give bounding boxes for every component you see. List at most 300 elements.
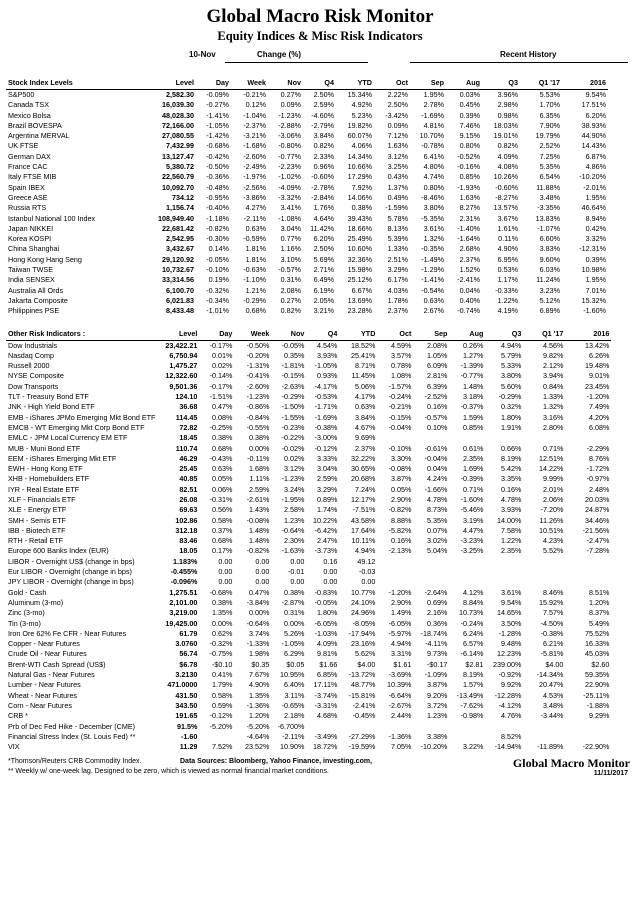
value-cell (449, 732, 485, 742)
row-label: France CAC (8, 162, 48, 172)
value-cell (523, 732, 565, 742)
value-cell: 2.44% (391, 711, 412, 721)
value-cell: 18.52% (351, 340, 376, 350)
value-cell: 0.04% (427, 464, 448, 474)
value-cell (377, 577, 413, 587)
level-cell: 8,433.48 (166, 306, 194, 316)
value-cell: -1.88% (586, 700, 610, 710)
value-cell: 12.17% (351, 494, 376, 504)
value-cell: -1.97% (243, 172, 266, 182)
brand-name: Global Macro Monitor (512, 756, 630, 771)
value-cell: -0.04% (424, 453, 448, 463)
value-cell: 1.48% (463, 381, 484, 391)
level-cell: 124.10 (175, 392, 198, 402)
value-cell: 1.69% (463, 464, 484, 474)
value-cell: -4.11% (425, 639, 448, 649)
value-cell: -0.61% (424, 443, 448, 453)
value-cell: -0.63% (243, 265, 266, 275)
value-cell (565, 567, 611, 577)
value-cell: 17.29% (347, 172, 372, 182)
value-cell: 0.09% (280, 100, 301, 110)
row-label: EMCB - WT Emerging Mkt Corp Bond ETF (8, 422, 145, 432)
value-cell: -0.12% (209, 711, 233, 721)
value-cell: 8.71% (355, 361, 376, 371)
value-cell: -0.39% (460, 474, 484, 484)
value-cell: 5.78% (387, 213, 408, 223)
value-cell: -0.83% (314, 587, 338, 597)
value-cell: 2.08% (427, 340, 448, 350)
value-cell: 0.27% (280, 90, 301, 99)
data-sources: Data Sources: Bloomberg, Yahoo Finance, investing.com, (180, 758, 373, 766)
value-cell: 5.35% (539, 162, 560, 172)
value-cell: 24.96% (351, 608, 376, 618)
value-cell (377, 722, 413, 732)
value-cell: 4.80% (423, 162, 444, 172)
table-row (6, 516, 611, 526)
row-label: Australia All Ords (8, 285, 64, 295)
value-cell: 1.35% (249, 690, 270, 700)
value-cell: 0.80% (459, 141, 480, 151)
value-cell: 1.11% (249, 474, 270, 484)
row-label: Zinc (3-mo) (8, 608, 45, 618)
row-label: Nasdaq Comp (8, 350, 54, 360)
value-cell: 6.09% (427, 361, 448, 371)
value-cell: 12.51% (539, 453, 564, 463)
level-cell: 72,166.00 (162, 120, 194, 130)
row-label: CRB * (8, 711, 28, 721)
value-cell: -1.55% (281, 412, 305, 422)
row-label: MUB - Muni Bond ETF (8, 443, 81, 453)
value-cell: 5.53% (539, 90, 560, 99)
value-cell (485, 557, 523, 567)
row-label: Russia RTS (8, 203, 47, 213)
level-cell: 3.2130 (175, 670, 198, 680)
value-cell: 14.22% (539, 464, 564, 474)
value-cell: 0.27% (280, 295, 301, 305)
value-cell: -0.77% (460, 371, 484, 381)
col-sep: Sep (413, 329, 449, 341)
value-cell: 8.73% (427, 505, 448, 515)
value-cell: 6.54% (539, 172, 560, 182)
value-cell: 0.93% (317, 371, 338, 381)
value-cell: 6.21% (543, 639, 564, 649)
value-cell: 1.08% (391, 371, 412, 381)
value-cell: 0.00 (323, 567, 338, 577)
value-cell: 10.39% (387, 680, 412, 690)
value-cell: -2.78% (311, 182, 334, 192)
level-cell: 110.74 (175, 443, 198, 453)
value-cell: 3.93% (317, 350, 338, 360)
level-cell: 61.79 (179, 628, 198, 638)
value-cell: 2.33% (313, 151, 334, 161)
value-cell: 0.26% (463, 340, 484, 350)
level-cell: 1,275.51 (169, 587, 198, 597)
value-cell: -4.50% (540, 618, 564, 628)
value-cell: -0.78% (421, 141, 444, 151)
value-cell: -0.08% (388, 464, 412, 474)
value-cell: -1.31% (246, 361, 270, 371)
value-cell: 6.20% (585, 110, 606, 120)
level-cell: 26.08 (179, 494, 198, 504)
value-cell: 2.51% (387, 254, 408, 264)
value-cell (377, 567, 413, 577)
value-cell: 0.05% (391, 484, 412, 494)
level-cell: 10,732.67 (162, 265, 194, 275)
value-cell (449, 557, 485, 567)
value-cell: -0.48% (206, 182, 229, 192)
value-cell: -0.34% (206, 295, 229, 305)
value-cell: 5.69% (313, 254, 334, 264)
row-label: Aluminum (3-mo) (8, 597, 64, 607)
value-cell: -0.84% (246, 412, 270, 422)
level-cell: 10,092.70 (162, 182, 194, 192)
value-cell: 75.52% (585, 628, 610, 638)
value-cell: 1.33% (543, 392, 564, 402)
level-cell: 2,582.30 (166, 90, 194, 99)
value-cell: -5.82% (388, 525, 412, 535)
value-cell: 22.90% (585, 680, 610, 690)
table-row (6, 526, 611, 536)
value-cell: 2.16% (427, 608, 448, 618)
value-cell (565, 577, 611, 587)
level-cell: 3,432.67 (166, 244, 194, 254)
value-cell: 0.38% (284, 587, 305, 597)
level-cell: 19,425.00 (165, 618, 198, 628)
value-cell: 239.00% (493, 659, 522, 669)
value-cell: -11.89% (537, 742, 564, 752)
value-cell: -6.14% (460, 649, 484, 659)
value-cell: 2.50% (313, 90, 334, 99)
value-cell: -5.46% (460, 505, 484, 515)
value-cell: 8.76% (589, 453, 610, 463)
value-cell: 1.81% (245, 254, 266, 264)
col-sep: Sep (410, 78, 446, 90)
value-cell: 0.41% (212, 670, 233, 680)
value-cell: 2.18% (284, 711, 305, 721)
value-cell: 0.77% (280, 234, 301, 244)
row-label: China Shanghai (8, 244, 60, 254)
value-cell: 11.88% (536, 182, 560, 192)
value-cell: 1.20% (249, 711, 270, 721)
value-cell: 0.00% (249, 608, 270, 618)
value-cell: -3.74% (314, 690, 338, 700)
value-cell: $2.81 (465, 659, 484, 669)
value-cell: 1.21% (245, 285, 266, 295)
value-cell: 0.08% (212, 412, 233, 422)
value-cell: -1.10% (243, 275, 266, 285)
table-row (6, 224, 608, 234)
value-cell: 7.24% (355, 484, 376, 494)
column-group-headers (0, 50, 640, 78)
level-cell: 46.29 (179, 453, 198, 463)
value-cell: 10.98% (581, 265, 606, 275)
row-label: VIX (8, 742, 20, 752)
value-cell: 0.71% (463, 484, 484, 494)
value-cell: 3.30% (391, 453, 412, 463)
value-cell: 25.49% (347, 234, 372, 244)
value-cell: -5.20% (246, 721, 270, 731)
level-cell: 18.05 (179, 546, 198, 556)
value-cell: 10.26% (493, 172, 518, 182)
value-cell: -1.41% (206, 110, 229, 120)
value-cell: 0.02% (284, 453, 305, 463)
value-cell: 2.35% (501, 546, 522, 556)
value-cell: 4.74% (423, 172, 444, 182)
value-cell: 5.39% (387, 234, 408, 244)
value-cell: 4.81% (423, 120, 444, 130)
value-cell (565, 433, 611, 443)
value-cell: 1.05% (427, 350, 448, 360)
value-cell: 9.54% (501, 597, 522, 607)
value-cell: 15.98% (347, 265, 372, 275)
value-cell: 7.25% (539, 151, 560, 161)
value-cell: 0.00% (284, 618, 305, 628)
value-cell: 7.67% (249, 670, 270, 680)
value-cell: 0.45% (459, 100, 480, 110)
col-q3: Q3 (482, 78, 520, 90)
col-level: Level (154, 78, 196, 90)
level-cell: 6,750.94 (169, 350, 198, 360)
value-cell: 0.39% (459, 110, 480, 120)
table-row (6, 598, 611, 608)
value-cell: 0.84% (543, 381, 564, 391)
value-cell: 3.04% (317, 464, 338, 474)
value-cell: 2.59% (317, 474, 338, 484)
row-label: UK FTSE (8, 141, 39, 151)
value-cell: 9.01% (589, 371, 610, 381)
value-cell: 2.50% (313, 244, 334, 254)
value-cell: 4.92% (351, 100, 372, 110)
level-cell: 40.85 (179, 474, 198, 484)
row-label: EMB - iShares JPMo Emerging Mkt Bond ETF (8, 412, 156, 422)
value-cell: 13.57% (493, 203, 518, 213)
value-cell: 44.90% (581, 131, 606, 141)
value-cell: 6.85% (317, 670, 338, 680)
table-row (6, 382, 611, 392)
value-cell: -10.20% (420, 742, 448, 752)
value-cell (377, 433, 413, 443)
row-label: NYSE Composite (8, 371, 64, 381)
value-cell: -1.20% (388, 587, 412, 597)
value-cell: -3.44% (540, 711, 564, 721)
value-cell: -0.04% (388, 422, 412, 432)
value-cell: $0.35 (251, 659, 270, 669)
value-cell: 4.90% (497, 244, 518, 254)
value-cell: 0.17% (212, 546, 233, 556)
value-cell: 19.79% (535, 131, 560, 141)
value-cell: -2.63% (281, 381, 305, 391)
value-cell: 1.78% (387, 295, 408, 305)
col-oct: Oct (377, 329, 413, 341)
value-cell: 1.49% (391, 608, 412, 618)
value-cell: 0.07% (427, 525, 448, 535)
value-cell: -0.68% (206, 141, 229, 151)
value-cell: 3.93% (501, 505, 522, 515)
value-cell: -2.52% (424, 392, 448, 402)
value-cell: 1.59% (463, 412, 484, 422)
value-cell: 17.51% (581, 100, 606, 110)
section-title-stock: Stock Index Levels (6, 78, 154, 90)
value-cell: 4.09% (497, 151, 518, 161)
value-cell (199, 732, 234, 742)
table-row (6, 162, 608, 172)
value-cell: -0.12% (314, 443, 338, 453)
value-cell: -2.47% (586, 536, 610, 546)
value-cell: 2.08% (280, 285, 301, 295)
value-cell: -1.57% (388, 381, 412, 391)
value-cell: -0.97% (586, 474, 610, 484)
value-cell: 0.16% (501, 484, 522, 494)
value-cell: 4.94% (501, 340, 522, 350)
table-row (6, 567, 611, 577)
col-oct: Oct (374, 78, 410, 90)
table-row (6, 557, 611, 567)
value-cell: 1.16% (280, 244, 301, 254)
value-cell: 0.58% (212, 515, 233, 525)
value-cell: -0.09% (206, 90, 229, 99)
value-cell: -1.42% (206, 131, 229, 141)
value-cell: 10.90% (280, 742, 305, 752)
value-cell: -1.49% (421, 254, 444, 264)
value-cell: -0.02% (281, 443, 305, 453)
col-day: Day (199, 329, 234, 341)
table-row (6, 691, 611, 701)
value-cell: 0.47% (249, 587, 270, 597)
col-day: Day (196, 78, 231, 90)
value-cell: 17.64% (351, 525, 376, 535)
value-cell: 6.26% (589, 350, 610, 360)
value-cell: -1.03% (314, 628, 338, 638)
value-cell: 6.35% (539, 110, 560, 120)
row-label: JNK - High Yield Bond ETF (8, 402, 95, 412)
value-cell: 3.87% (427, 680, 448, 690)
value-cell: 1.57% (463, 680, 484, 690)
level-cell: 69.63 (179, 505, 198, 515)
value-cell: 2.78% (423, 100, 444, 110)
value-cell: 1.32% (543, 402, 564, 412)
value-cell: -4.60% (311, 110, 334, 120)
value-cell: 0.96% (313, 162, 334, 172)
value-cell: 9.60% (539, 254, 560, 264)
table-row (6, 214, 608, 224)
value-cell: 7.01% (585, 285, 606, 295)
table-row (6, 649, 611, 659)
value-cell: 1.74% (317, 505, 338, 515)
table-row (6, 413, 611, 423)
value-cell: 2.01% (543, 484, 564, 494)
row-label: EMLC - JPM Local Currency EM ETF (8, 433, 128, 443)
table-row (6, 351, 611, 361)
value-cell (565, 732, 611, 742)
value-cell: -6.42% (314, 525, 338, 535)
value-cell: 16.33% (585, 639, 610, 649)
value-cell: 2.31% (459, 213, 480, 223)
value-cell (485, 577, 523, 587)
table-row (6, 639, 611, 649)
col-week: Week (231, 78, 268, 90)
value-cell: 7.92% (351, 182, 372, 192)
value-cell: -18.74% (420, 628, 448, 638)
value-cell: -0.15% (388, 412, 412, 422)
value-cell: 9.99% (543, 474, 564, 484)
value-cell: 4.47% (463, 525, 484, 535)
col-2016: 2016 (562, 78, 608, 90)
value-cell: 3.23% (539, 285, 560, 295)
value-cell: -1.51% (209, 392, 233, 402)
value-cell: 19.82% (347, 120, 372, 130)
level-cell: 82.51 (179, 484, 198, 494)
table-row (6, 183, 608, 193)
value-cell: -0.98% (460, 711, 484, 721)
row-label: Greece ASE (8, 192, 48, 202)
value-cell: -1.41% (421, 275, 444, 285)
value-cell: 10.66% (347, 162, 372, 172)
value-cell: 8.13% (387, 223, 408, 233)
value-cell: 0.00 (255, 567, 270, 577)
value-cell: -1.23% (246, 392, 270, 402)
value-cell: -0.29% (281, 392, 305, 402)
value-cell: -17.94% (348, 628, 376, 638)
value-cell: 3.72% (427, 700, 448, 710)
value-cell: -1.72% (586, 464, 610, 474)
value-cell: 0.12% (245, 100, 266, 110)
level-cell: 471.0000 (167, 680, 198, 690)
value-cell: 2.98% (497, 100, 518, 110)
table-row (6, 433, 611, 443)
value-cell: -3.49% (314, 731, 338, 741)
level-cell: -0.455% (170, 567, 198, 577)
value-cell: 10.73% (459, 608, 484, 618)
value-cell: -1.60% (460, 494, 484, 504)
value-cell: 10.22% (313, 515, 338, 525)
table-row (6, 100, 608, 110)
row-label: XLF - Financials ETF (8, 494, 76, 504)
value-cell: -27.29% (348, 731, 376, 741)
value-cell: 0.14% (208, 244, 229, 254)
value-cell: 6.19% (313, 285, 334, 295)
other-table-body (6, 340, 611, 752)
level-cell: 36.68 (179, 402, 198, 412)
table-row (6, 588, 611, 598)
value-cell: -2.64% (424, 587, 448, 597)
table-row (6, 203, 608, 213)
level-cell: 83.46 (179, 536, 198, 546)
value-cell: 0.32% (501, 402, 522, 412)
value-cell: -13.72% (348, 670, 376, 680)
row-label: EWH - Hong Kong ETF (8, 464, 83, 474)
value-cell: 15.34% (347, 90, 372, 99)
value-cell: 1.63% (387, 141, 408, 151)
value-cell: -1.66% (424, 484, 448, 494)
value-cell: 0.89% (317, 494, 338, 504)
row-label: Korea KOSPI (8, 234, 52, 244)
value-cell: 5.62% (355, 649, 376, 659)
value-cell: 3.21% (313, 306, 334, 316)
value-cell: -0.65% (281, 700, 305, 710)
value-cell: 46.64% (581, 203, 606, 213)
row-label: German DAX (8, 151, 51, 161)
value-cell: 18.66% (347, 223, 372, 233)
row-label: Spain IBEX (8, 182, 45, 192)
row-label: XHB - Homebuilders ETF (8, 474, 90, 484)
value-cell: 0.31% (284, 608, 305, 618)
value-cell: 20.03% (585, 494, 610, 504)
value-cell: 6.87% (585, 151, 606, 161)
value-cell: 4.86% (585, 162, 606, 172)
value-cell: 4.94% (355, 546, 376, 556)
col-q3: Q3 (485, 329, 523, 341)
value-cell: -2.60% (246, 381, 270, 391)
